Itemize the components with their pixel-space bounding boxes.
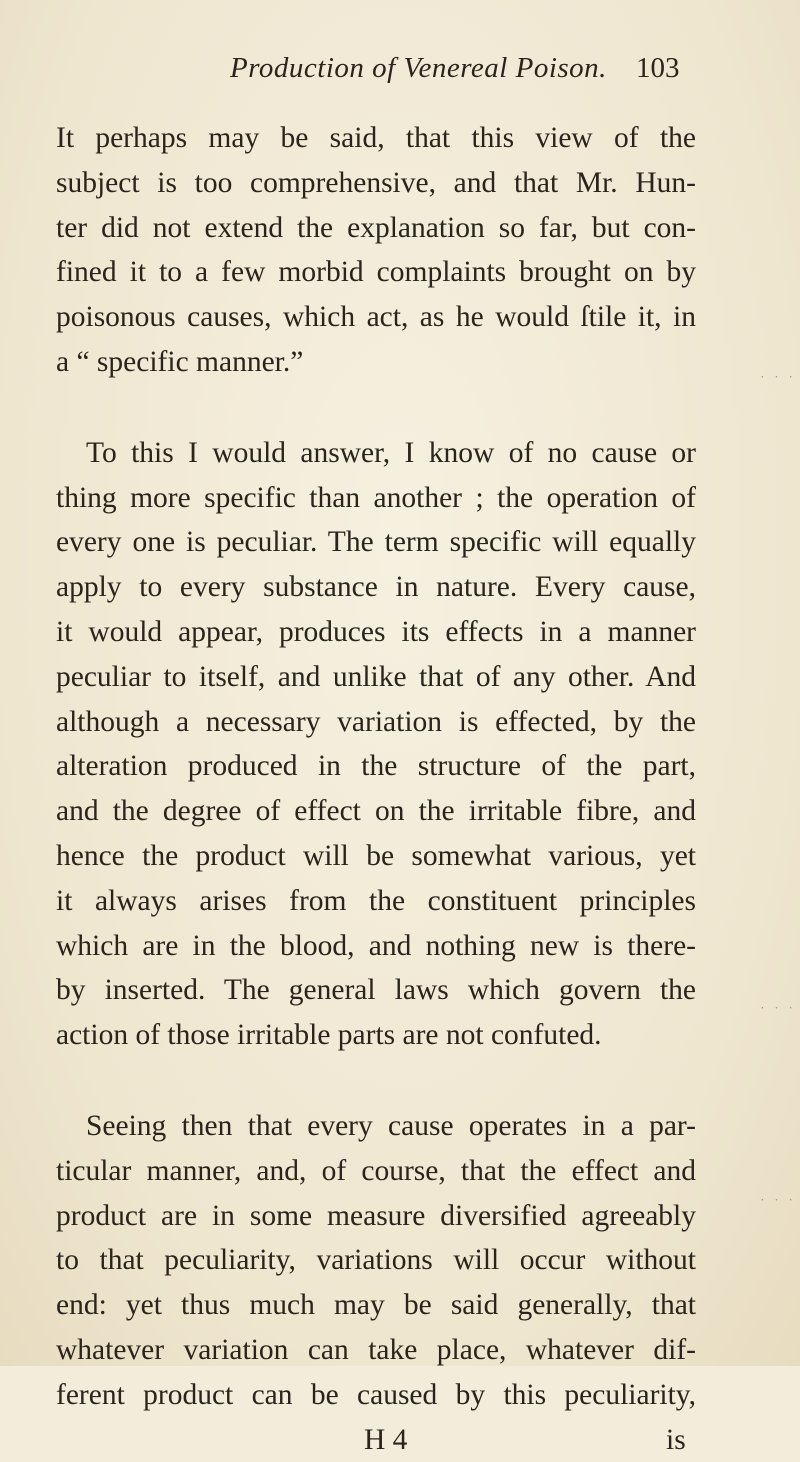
catchword: is	[666, 1423, 686, 1456]
text-line: ticular manner, and, of course, that the effect and	[56, 1154, 696, 1187]
text-line: It perhaps may be said, that this view of the	[56, 122, 696, 154]
text-line: although a necessary variation is effected, by the	[56, 705, 696, 738]
text-line: To this I would answer, I know of no cause or	[86, 436, 696, 469]
running-title: Production of Venereal Poison.	[230, 52, 607, 84]
page-number: 103	[636, 52, 680, 84]
text-line: apply to every substance in nature. Every cause,	[56, 571, 696, 604]
text-line: every one is peculiar. The term specific will equally	[56, 526, 696, 559]
paragraph-gap	[56, 1058, 696, 1104]
text-line: it would appear, produces its effects in a manner	[56, 615, 696, 648]
text-line: poisonous causes, which act, as he would ſtile it, in	[56, 301, 696, 334]
text-line: a “ specific manner.”	[56, 345, 304, 378]
text-line: product are in some measure diversified agreeably	[56, 1199, 696, 1232]
text-line: Seeing then that every cause operates in a par-	[86, 1109, 696, 1142]
text-line: fined it to a few morbid complaints brought on by	[56, 256, 696, 289]
page-footer	[56, 1418, 696, 1462]
text-line: by inserted. The general laws which govern the	[56, 974, 696, 1007]
paragraph-gap	[56, 385, 696, 431]
body-text	[56, 116, 696, 1462]
text-line: ter did not extend the explanation so far, but con-	[56, 211, 696, 244]
text-line: it always arises from the constituent principles	[56, 884, 696, 917]
margin-speck: ˙ ˙ ˙	[760, 1197, 796, 1212]
running-head	[0, 52, 800, 92]
text-line: ferent product can be caused by this peculiarity,	[56, 1378, 696, 1411]
margin-speck: ˙ ˙ ˙	[760, 374, 796, 389]
paragraph-3	[56, 1104, 696, 1418]
text-line: action of those irritable parts are not confuted.	[56, 1019, 602, 1052]
text-line: which are in the blood, and nothing new is there-	[56, 929, 696, 962]
text-line: hence the product will be somewhat various, yet	[56, 839, 696, 872]
paragraph-2	[56, 431, 696, 1058]
text-line: and the degree of effect on the irritable fibre, and	[56, 795, 696, 828]
text-line: to that peculiarity, variations will occur without	[56, 1244, 696, 1277]
text-line: alteration produced in the structure of the part,	[56, 750, 696, 783]
text-line: subject is too comprehensive, and that Mr. Hun-	[56, 166, 696, 199]
text-line: end: yet thus much may be said generally, that	[56, 1289, 696, 1322]
text-line: peculiar to itself, and unlike that of any other. And	[56, 660, 696, 693]
text-line: whatever variation can take place, whatever dif-	[56, 1333, 696, 1366]
paragraph-1	[56, 116, 696, 385]
text-line: thing more specific than another ; the operation of	[56, 481, 696, 514]
margin-speck: ˙ ˙ ˙	[760, 1005, 796, 1020]
signature-mark: H 4	[364, 1423, 408, 1456]
